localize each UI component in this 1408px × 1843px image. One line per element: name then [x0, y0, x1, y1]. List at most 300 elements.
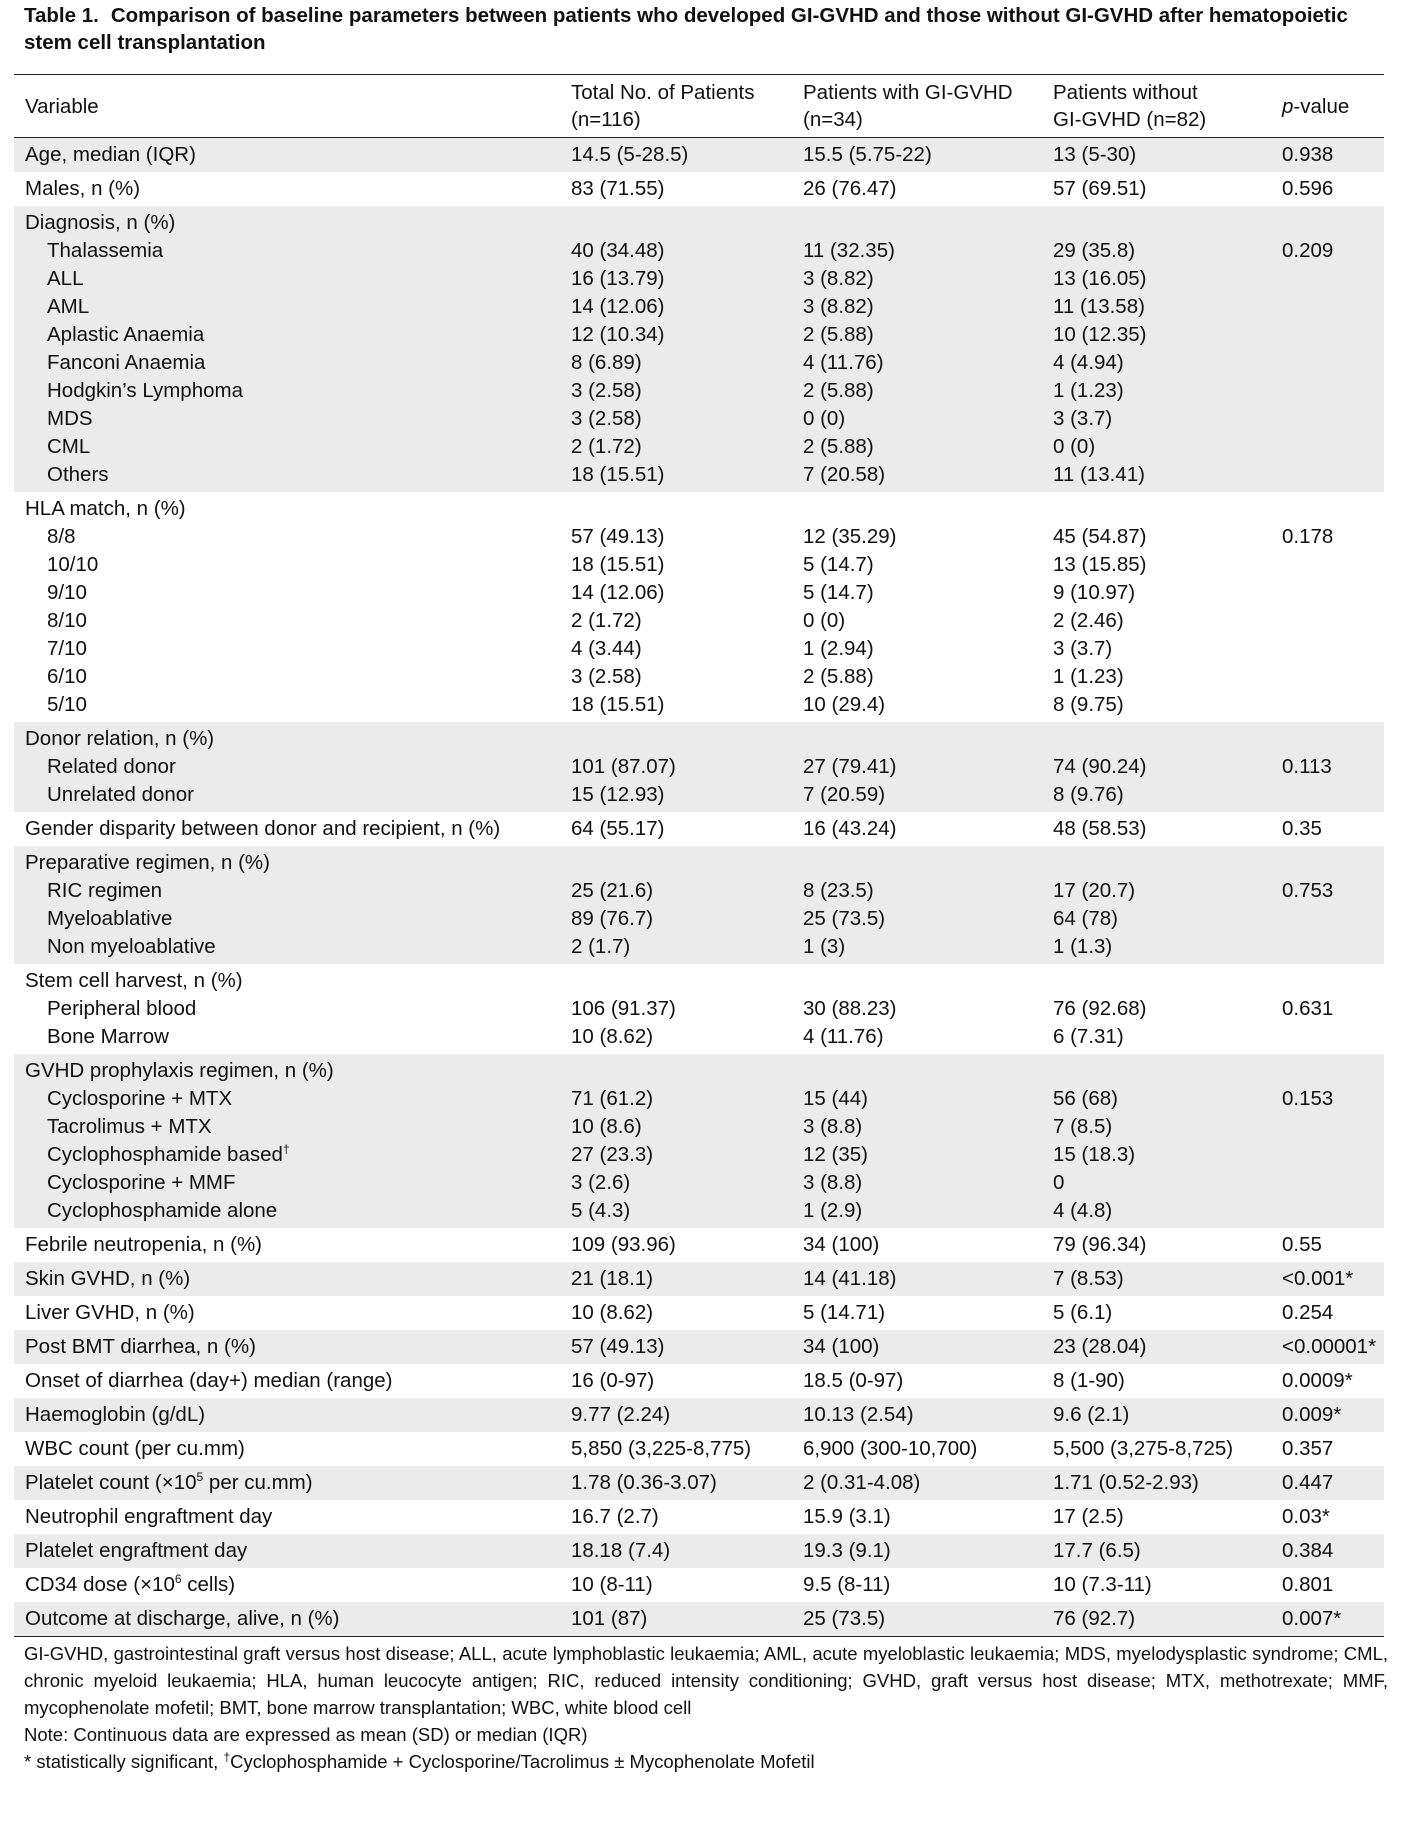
cell-p-value	[1271, 349, 1384, 377]
row-label	[14, 781, 560, 812]
row-label-superscript: †	[282, 1142, 290, 1157]
row-label	[14, 461, 560, 492]
row-label	[14, 1169, 560, 1197]
table-row	[14, 846, 1384, 877]
header-without-gi-gvhd	[1042, 75, 1271, 138]
row-label-text: Others	[47, 463, 109, 486]
table-subrow	[14, 607, 1384, 635]
cell-p-value: 0.55	[1282, 1233, 1322, 1256]
cell-without-gi-gvhd	[1042, 206, 1271, 237]
table-row	[14, 964, 1384, 995]
cell-with-gi-gvhd: 2 (5.88)	[792, 377, 1042, 405]
cell-with-gi-gvhd: 7 (20.58)	[792, 461, 1042, 492]
cell-with-gi-gvhd: 3 (8.82)	[792, 293, 1042, 321]
cell-total: 16 (0-97)	[571, 1369, 655, 1392]
cell-with-gi-gvhd: 15 (44)	[792, 1085, 1042, 1113]
cell-without-gi-gvhd: 1 (1.23)	[1053, 665, 1124, 688]
row-label	[14, 1054, 560, 1085]
cell-total: 2 (1.72)	[560, 433, 792, 461]
row-label	[14, 377, 560, 405]
table-subrow	[14, 781, 1384, 812]
row-label-text: Febrile neutropenia, n (%)	[25, 1233, 263, 1256]
cell-with-gi-gvhd: 8 (23.5)	[792, 877, 1042, 905]
row-label	[14, 492, 560, 523]
header-without-line2: GI-GVHD (n=82)	[1053, 108, 1207, 131]
cell-with-gi-gvhd: 0 (0)	[803, 609, 846, 632]
cell-without-gi-gvhd	[1042, 964, 1271, 995]
row-label-text: Outcome at discharge, alive, n (%)	[25, 1607, 340, 1630]
row-label-text: Platelet count (×10	[25, 1471, 197, 1494]
cell-without-gi-gvhd: 0	[1042, 1169, 1271, 1197]
cell-with-gi-gvhd: 34 (100)	[792, 1330, 1042, 1364]
cell-total: 64 (55.17)	[571, 817, 665, 840]
row-label-text: Onset of diarrhea (day+) median (range)	[25, 1369, 393, 1392]
row-label	[14, 905, 560, 933]
header-with-line2: (n=34)	[803, 108, 863, 131]
row-label-text: AML	[47, 295, 90, 318]
row-label	[14, 607, 560, 635]
cell-with-gi-gvhd: 5 (14.7)	[803, 581, 874, 604]
table-subrow	[14, 663, 1384, 691]
table-row	[14, 492, 1384, 523]
cell-total: 83 (71.55)	[571, 177, 665, 200]
row-label-text: WBC count (per cu.mm)	[25, 1437, 245, 1460]
table-row	[14, 1568, 1384, 1602]
cell-p-value: 0.631	[1282, 997, 1334, 1020]
cell-with-gi-gvhd: 5 (14.71)	[803, 1301, 886, 1324]
row-label-text: Gender disparity between donor and recipient, n (%)	[25, 817, 501, 840]
cell-total: 57 (49.13)	[571, 525, 665, 548]
cell-p-value: 0.447	[1271, 1466, 1384, 1500]
cell-total: 101 (87.07)	[560, 753, 792, 781]
cell-without-gi-gvhd: 1 (1.23)	[1042, 377, 1271, 405]
footnote-dagger-text: Cyclophosphamide + Cyclosporine/Tacrolimus ± Mycophenolate Mofetil	[230, 1751, 815, 1772]
table-row	[14, 1432, 1384, 1466]
row-label	[14, 877, 560, 905]
cell-p-value: 0.178	[1282, 525, 1334, 548]
row-label	[14, 1228, 560, 1262]
cell-without-gi-gvhd: 64 (78)	[1042, 905, 1271, 933]
cell-without-gi-gvhd: 17.7 (6.5)	[1042, 1534, 1271, 1568]
table-subrow	[14, 753, 1384, 781]
cell-p-value: 0.153	[1271, 1085, 1384, 1113]
cell-total: 109 (93.96)	[571, 1233, 676, 1256]
cell-total: 21 (18.1)	[560, 1262, 792, 1296]
row-label-text: 10/10	[47, 553, 99, 576]
row-label-text: CML	[47, 435, 91, 458]
cell-total: 1.78 (0.36-3.07)	[560, 1466, 792, 1500]
cell-total: 8 (6.89)	[560, 349, 792, 377]
cell-with-gi-gvhd: 1 (2.9)	[792, 1197, 1042, 1228]
cell-p-value	[1271, 691, 1384, 722]
cell-total: 10 (8-11)	[571, 1573, 653, 1596]
cell-with-gi-gvhd	[792, 1054, 1042, 1085]
cell-total	[560, 206, 792, 237]
cell-without-gi-gvhd: 9 (10.97)	[1053, 581, 1136, 604]
row-label-text: Liver GVHD, n (%)	[25, 1301, 195, 1324]
cell-with-gi-gvhd: 5 (14.7)	[803, 553, 874, 576]
table-number: Table 1.	[24, 4, 99, 27]
cell-with-gi-gvhd: 2 (0.31-4.08)	[792, 1466, 1042, 1500]
table-subrow	[14, 433, 1384, 461]
cell-total: 9.77 (2.24)	[560, 1398, 792, 1432]
cell-with-gi-gvhd: 25 (73.5)	[792, 905, 1042, 933]
table-caption	[24, 2, 1386, 56]
table-row	[14, 1466, 1384, 1500]
row-label-text: Males, n (%)	[25, 177, 141, 200]
cell-without-gi-gvhd: 8 (1-90)	[1053, 1369, 1125, 1392]
row-label-text: Fanconi Anaemia	[47, 351, 206, 374]
table-subrow	[14, 1023, 1384, 1054]
cell-p-value	[1271, 579, 1384, 607]
cell-without-gi-gvhd: 76 (92.68)	[1053, 997, 1147, 1020]
cell-without-gi-gvhd: 11 (13.41)	[1042, 461, 1271, 492]
row-label-superscript: 6	[174, 1572, 182, 1587]
cell-p-value: 0.03*	[1282, 1505, 1330, 1528]
row-label	[14, 293, 560, 321]
row-label	[14, 579, 560, 607]
table-subrow	[14, 237, 1384, 265]
cell-with-gi-gvhd: 3 (8.82)	[792, 265, 1042, 293]
row-label	[14, 523, 560, 551]
table-row	[14, 1500, 1384, 1534]
cell-p-value: 0.938	[1271, 138, 1384, 173]
row-label	[14, 1398, 560, 1432]
cell-total: 57 (49.13)	[560, 1330, 792, 1364]
cell-with-gi-gvhd	[792, 964, 1042, 995]
cell-with-gi-gvhd: 3 (8.8)	[792, 1113, 1042, 1141]
row-label	[14, 812, 560, 846]
cell-without-gi-gvhd: 4 (4.8)	[1042, 1197, 1271, 1228]
row-label-text: Bone Marrow	[47, 1025, 169, 1048]
cell-without-gi-gvhd: 79 (96.34)	[1053, 1233, 1147, 1256]
footnote-significance-text: * statistically significant,	[24, 1751, 224, 1772]
row-label-text: Neutrophil engraftment day	[25, 1505, 273, 1528]
cell-p-value: <0.001*	[1271, 1262, 1384, 1296]
cell-total	[560, 964, 792, 995]
cell-without-gi-gvhd: 57 (69.51)	[1053, 177, 1147, 200]
row-label-text: Tacrolimus + MTX	[47, 1115, 212, 1138]
cell-total: 2 (1.72)	[571, 609, 642, 632]
cell-p-value	[1271, 663, 1384, 691]
table-subrow	[14, 1113, 1384, 1141]
cell-without-gi-gvhd: 7 (8.53)	[1042, 1262, 1271, 1296]
cell-without-gi-gvhd: 23 (28.04)	[1042, 1330, 1271, 1364]
cell-without-gi-gvhd: 4 (4.94)	[1042, 349, 1271, 377]
row-label	[14, 321, 560, 349]
table-footnotes	[24, 1640, 1388, 1775]
cell-without-gi-gvhd: 76 (92.7)	[1042, 1602, 1271, 1637]
cell-p-value	[1271, 461, 1384, 492]
row-label	[14, 1500, 560, 1534]
table-subrow	[14, 293, 1384, 321]
cell-with-gi-gvhd	[792, 722, 1042, 753]
table-subrow	[14, 877, 1384, 905]
cell-p-value	[1271, 492, 1384, 523]
header-with-gi-gvhd	[792, 75, 1042, 138]
row-label	[14, 964, 560, 995]
row-label-superscript: 5	[196, 1470, 204, 1485]
header-p-value	[1271, 75, 1384, 138]
row-label-text: Skin GVHD, n (%)	[25, 1267, 191, 1290]
cell-p-value	[1271, 635, 1384, 663]
cell-with-gi-gvhd: 2 (5.88)	[803, 665, 874, 688]
table-body	[14, 138, 1384, 1637]
baseline-parameters-table	[14, 74, 1384, 1637]
row-label	[14, 1197, 560, 1228]
cell-total: 27 (23.3)	[560, 1141, 792, 1169]
cell-without-gi-gvhd	[1042, 1054, 1271, 1085]
row-label	[14, 635, 560, 663]
footnote-note: Note: Continuous data are expressed as mean (SD) or median (IQR)	[24, 1724, 588, 1745]
cell-with-gi-gvhd: 25 (73.5)	[792, 1602, 1042, 1637]
row-label	[14, 138, 560, 173]
table-row	[14, 138, 1384, 173]
cell-total: 10 (8.62)	[571, 1025, 654, 1048]
row-label	[14, 206, 560, 237]
cell-p-value: 0.0009*	[1282, 1369, 1353, 1392]
cell-total: 16.7 (2.7)	[571, 1505, 659, 1528]
cell-without-gi-gvhd: 7 (8.5)	[1042, 1113, 1271, 1141]
cell-p-value	[1271, 1023, 1384, 1054]
row-label	[14, 1534, 560, 1568]
cell-without-gi-gvhd: 1 (1.3)	[1042, 933, 1271, 964]
cell-with-gi-gvhd: 26 (76.47)	[803, 177, 897, 200]
cell-total: 18 (15.51)	[560, 461, 792, 492]
cell-without-gi-gvhd: 8 (9.75)	[1053, 693, 1124, 716]
cell-p-value	[1271, 722, 1384, 753]
cell-without-gi-gvhd: 48 (58.53)	[1053, 817, 1147, 840]
cell-with-gi-gvhd: 4 (11.76)	[792, 349, 1042, 377]
cell-without-gi-gvhd: 8 (9.76)	[1042, 781, 1271, 812]
row-label-text: Unrelated donor	[47, 783, 195, 806]
row-label	[14, 1262, 560, 1296]
header-total-line1: Total No. of Patients	[571, 81, 755, 104]
row-label	[14, 1568, 560, 1602]
row-label	[14, 1602, 560, 1637]
cell-p-value	[1271, 377, 1384, 405]
cell-total: 101 (87)	[560, 1602, 792, 1637]
row-label	[14, 846, 560, 877]
row-label-text: Post BMT diarrhea, n (%)	[25, 1335, 256, 1358]
row-label-text: Cyclophosphamide based	[47, 1143, 283, 1166]
cell-with-gi-gvhd: 12 (35)	[792, 1141, 1042, 1169]
cell-p-value: 0.009*	[1271, 1398, 1384, 1432]
cell-p-value	[1271, 433, 1384, 461]
header-variable: Variable	[14, 75, 560, 138]
table-subrow	[14, 1141, 1384, 1169]
cell-with-gi-gvhd: 30 (88.23)	[803, 997, 897, 1020]
cell-total: 89 (76.7)	[560, 905, 792, 933]
row-label	[14, 172, 560, 206]
row-label-text: Cyclophosphamide alone	[47, 1199, 278, 1222]
cell-with-gi-gvhd: 4 (11.76)	[803, 1025, 884, 1048]
cell-without-gi-gvhd: 17 (2.5)	[1053, 1505, 1124, 1528]
row-label-text: Platelet engraftment day	[25, 1539, 248, 1562]
cell-p-value	[1271, 1197, 1384, 1228]
cell-p-value	[1271, 551, 1384, 579]
row-label-text: Related donor	[47, 755, 176, 778]
cell-p-value	[1271, 405, 1384, 433]
cell-without-gi-gvhd: 9.6 (2.1)	[1042, 1398, 1271, 1432]
cell-p-value	[1271, 846, 1384, 877]
table-row	[14, 206, 1384, 237]
table-row	[14, 1228, 1384, 1262]
row-label-text: Myeloablative	[47, 907, 173, 930]
cell-without-gi-gvhd: 3 (3.7)	[1042, 405, 1271, 433]
cell-with-gi-gvhd: 2 (5.88)	[792, 321, 1042, 349]
cell-total: 3 (2.58)	[560, 377, 792, 405]
cell-total	[560, 846, 792, 877]
cell-without-gi-gvhd: 1.71 (0.52-2.93)	[1042, 1466, 1271, 1500]
cell-with-gi-gvhd: 15.9 (3.1)	[803, 1505, 891, 1528]
row-label-text: Stem cell harvest, n (%)	[25, 969, 243, 992]
table-subrow	[14, 691, 1384, 722]
cell-without-gi-gvhd: 29 (35.8)	[1042, 237, 1271, 265]
row-label	[14, 1364, 560, 1398]
cell-p-value: 0.357	[1282, 1437, 1334, 1460]
row-label-text: 7/10	[47, 637, 87, 660]
cell-total: 18.18 (7.4)	[560, 1534, 792, 1568]
cell-without-gi-gvhd: 3 (3.7)	[1053, 637, 1113, 660]
cell-without-gi-gvhd: 13 (16.05)	[1042, 265, 1271, 293]
cell-with-gi-gvhd: 9.5 (8-11)	[803, 1573, 891, 1596]
footnote-significance	[24, 1748, 1388, 1775]
cell-without-gi-gvhd: 11 (13.58)	[1042, 293, 1271, 321]
cell-total: 3 (2.58)	[560, 405, 792, 433]
cell-without-gi-gvhd: 10 (12.35)	[1042, 321, 1271, 349]
row-label	[14, 1023, 560, 1054]
cell-p-value	[1271, 905, 1384, 933]
table-subrow	[14, 551, 1384, 579]
table-row	[14, 1602, 1384, 1637]
table-row	[14, 722, 1384, 753]
row-label	[14, 1113, 560, 1141]
cell-with-gi-gvhd: 12 (35.29)	[803, 525, 897, 548]
cell-total: 4 (3.44)	[571, 637, 642, 660]
cell-total: 40 (34.48)	[560, 237, 792, 265]
row-label-text: Preparative regimen, n (%)	[25, 851, 270, 874]
cell-without-gi-gvhd: 15 (18.3)	[1042, 1141, 1271, 1169]
cell-total: 10 (8.62)	[571, 1301, 654, 1324]
table-subrow	[14, 579, 1384, 607]
cell-p-value	[1271, 964, 1384, 995]
row-label	[14, 663, 560, 691]
table-subrow	[14, 265, 1384, 293]
cell-with-gi-gvhd	[792, 846, 1042, 877]
cell-total: 2 (1.7)	[560, 933, 792, 964]
table-subrow	[14, 1085, 1384, 1113]
row-label-text: 5/10	[47, 693, 87, 716]
row-label-text: CD34 dose (×10	[25, 1573, 175, 1596]
table-row	[14, 1054, 1384, 1085]
table-subrow	[14, 405, 1384, 433]
cell-p-value	[1271, 265, 1384, 293]
cell-total: 5 (4.3)	[560, 1197, 792, 1228]
cell-without-gi-gvhd: 10 (7.3-11)	[1053, 1573, 1152, 1596]
table-subrow	[14, 523, 1384, 551]
cell-p-value	[1271, 206, 1384, 237]
cell-with-gi-gvhd: 7 (20.59)	[792, 781, 1042, 812]
header-row	[14, 75, 1384, 138]
table-container	[14, 74, 1384, 1637]
row-label	[14, 433, 560, 461]
cell-p-value: 0.596	[1282, 177, 1334, 200]
cell-p-value: 0.801	[1282, 1573, 1334, 1596]
header-total-line2: (n=116)	[571, 108, 641, 131]
header-with-line1: Patients with GI-GVHD	[803, 81, 1013, 104]
table-subrow	[14, 1197, 1384, 1228]
cell-p-value	[1271, 293, 1384, 321]
row-label	[14, 691, 560, 722]
row-label-text: MDS	[47, 407, 93, 430]
cell-total: 3 (2.6)	[560, 1169, 792, 1197]
cell-with-gi-gvhd: 3 (8.8)	[792, 1169, 1042, 1197]
row-label-text: 8/10	[47, 609, 87, 632]
cell-with-gi-gvhd: 15.5 (5.75-22)	[792, 138, 1042, 173]
row-label-text: 8/8	[47, 525, 76, 548]
cell-total: 18 (15.51)	[571, 693, 665, 716]
cell-without-gi-gvhd	[1042, 722, 1271, 753]
cell-total: 5,850 (3,225-8,775)	[571, 1437, 752, 1460]
cell-without-gi-gvhd: 6 (7.31)	[1053, 1025, 1124, 1048]
cell-with-gi-gvhd: 0 (0)	[792, 405, 1042, 433]
cell-p-value: 0.384	[1271, 1534, 1384, 1568]
footnote-dagger: †	[223, 1749, 231, 1764]
table-subrow	[14, 377, 1384, 405]
cell-without-gi-gvhd: 74 (90.24)	[1042, 753, 1271, 781]
cell-total: 71 (61.2)	[560, 1085, 792, 1113]
table-subrow	[14, 461, 1384, 492]
row-label-suffix: cells)	[181, 1573, 236, 1596]
cell-p-value	[1271, 781, 1384, 812]
row-label-text: 9/10	[47, 581, 87, 604]
table-subrow	[14, 1169, 1384, 1197]
table-subrow	[14, 995, 1384, 1023]
row-label-text: Peripheral blood	[47, 997, 197, 1020]
cell-p-value: 0.753	[1271, 877, 1384, 905]
row-label	[14, 405, 560, 433]
cell-without-gi-gvhd: 5,500 (3,275-8,725)	[1053, 1437, 1234, 1460]
cell-p-value	[1271, 607, 1384, 635]
cell-with-gi-gvhd: 10.13 (2.54)	[792, 1398, 1042, 1432]
table-row	[14, 1534, 1384, 1568]
table-row	[14, 812, 1384, 846]
cell-with-gi-gvhd: 1 (3)	[792, 933, 1042, 964]
row-label-text: GVHD prophylaxis regimen, n (%)	[25, 1059, 334, 1082]
cell-without-gi-gvhd: 0 (0)	[1042, 433, 1271, 461]
cell-with-gi-gvhd: 10 (29.4)	[803, 693, 886, 716]
row-label-text: Cyclosporine + MTX	[47, 1087, 233, 1110]
row-label-text: Non myeloablative	[47, 935, 216, 958]
cell-with-gi-gvhd: 34 (100)	[803, 1233, 880, 1256]
row-label-text: 6/10	[47, 665, 87, 688]
table-row	[14, 1330, 1384, 1364]
row-label	[14, 1296, 560, 1330]
cell-with-gi-gvhd: 11 (32.35)	[792, 237, 1042, 265]
row-label-text: HLA match, n (%)	[25, 497, 186, 520]
row-label	[14, 1141, 560, 1169]
cell-without-gi-gvhd: 13 (15.85)	[1053, 553, 1147, 576]
cell-p-value: 0.254	[1282, 1301, 1334, 1324]
row-label	[14, 237, 560, 265]
table-row	[14, 1262, 1384, 1296]
cell-without-gi-gvhd: 45 (54.87)	[1053, 525, 1147, 548]
row-label-text: Donor relation, n (%)	[25, 727, 215, 750]
table-row	[14, 1364, 1384, 1398]
cell-total: 18 (15.51)	[571, 553, 665, 576]
cell-with-gi-gvhd: 1 (2.94)	[803, 637, 874, 660]
